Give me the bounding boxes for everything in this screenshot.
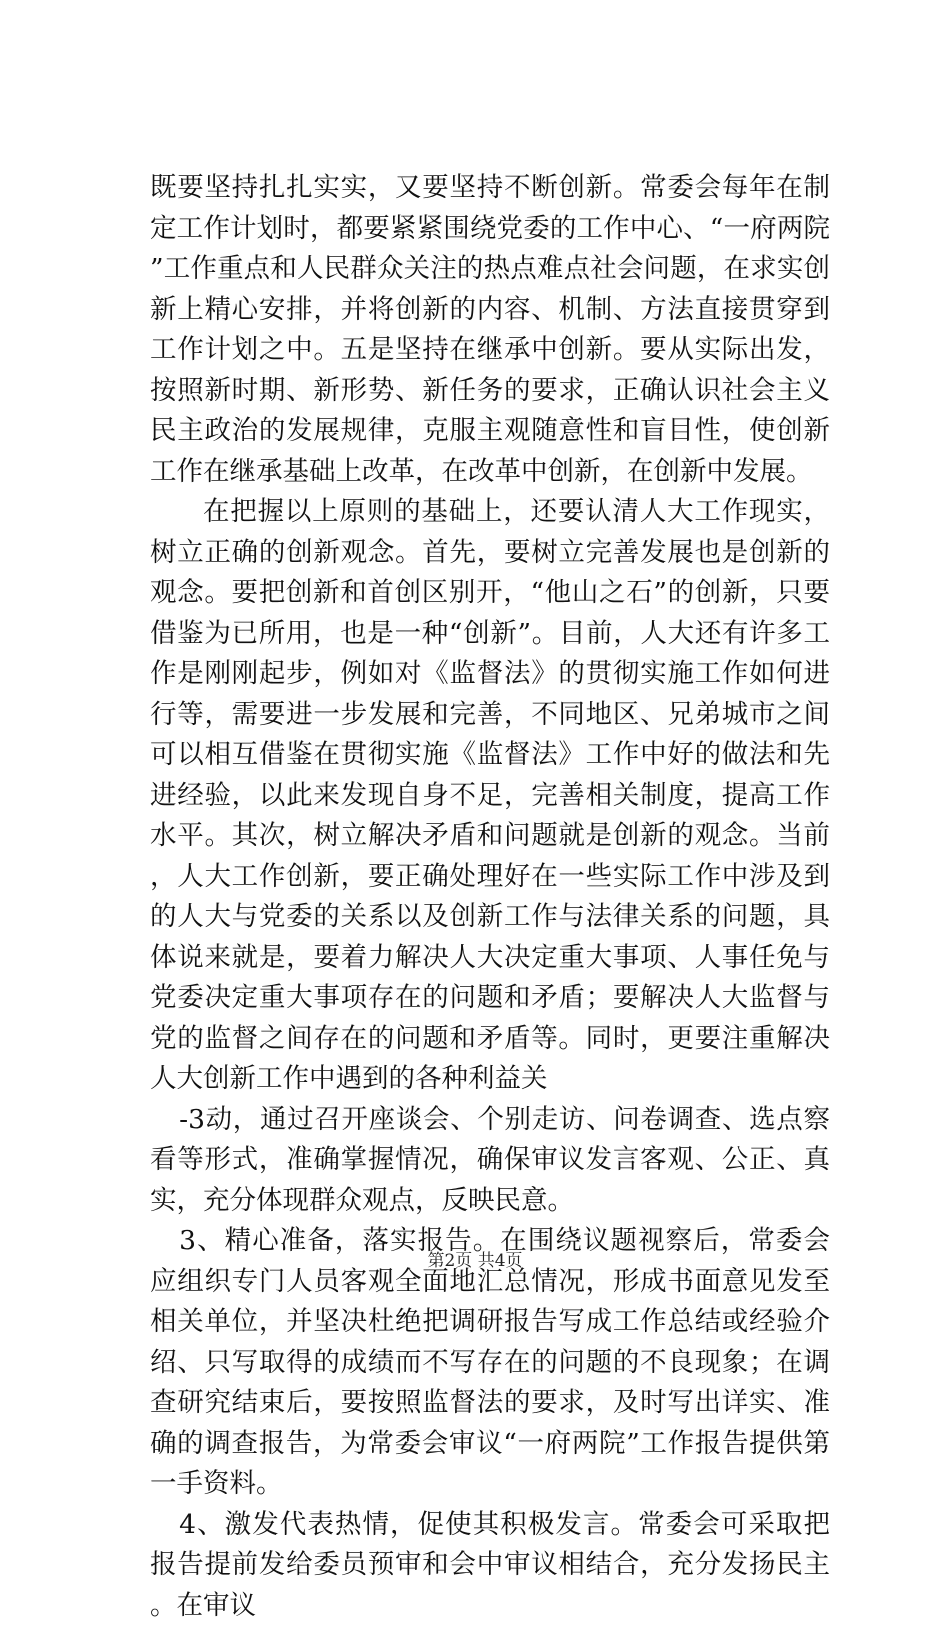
paragraph-3: -3动，通过召开座谈会、个别走访、问卷调查、选点察看等形式，准确掌握情况，确保审议发言客观、公正、真实，充分体现群众观点，反映民意。: [150, 1100, 830, 1222]
paragraph-1: 既要坚持扎扎实实，又要坚持不断创新。常委会每年在制定工作计划时，都要紧紧围绕党委的工作中心、“一府两院”工作重点和人民群众关注的热点难点社会问题，在求实创新上精心安排，并将创新的内容、机制、方法直接贯穿到工作计划之中。五是坚持在继承中创新。要从实际出发，按照新时期、新形势、新任务的要求，正确认识社会主义民主政治的发展规律，克服主观随意性和盲目性，使创新工作在继承基础上改革，在改革中创新，在创新中发展。: [150, 168, 830, 492]
paragraph-2: 在把握以上原则的基础上，还要认清人大工作现实，树立正确的创新观念。首先，要树立完善发展也是创新的观念。要把创新和首创区别开，“他山之石”的创新，只要借鉴为已所用，也是一种“创新”。目前，人大还有许多工作是刚刚起步，例如对《监督法》的贯彻实施工作如何进行等，需要进一步发展和完善，不同地区、兄弟城市之间可以相互借鉴在贯彻实施《监督法》工作中好的做法和先进经验，以此来发现自身不足，完善相关制度，提高工作水平。其次，树立解决矛盾和问题就是创新的观念。当前，人大工作创新，要正确处理好在一些实际工作中涉及到的人大与党委的关系以及创新工作与法律关系的问题，具体说来就是，要着力解决人大决定重大事项、人事任免与党委决定重大事项存在的问题和矛盾；要解决人大监督与党的监督之间存在的问题和矛盾等。同时，更要注重解决人大创新工作中遇到的各种利益关: [150, 492, 830, 1100]
paragraph-4: 3、精心准备，落实报告。在围绕议题视察后，常委会应组织专门人员客观全面地汇总情况，形成书面意见发至相关单位，并坚决杜绝把调研报告写成工作总结或经验介绍、只写取得的成绩而不写存在的问题的不良现象；在调查研究结束后，要按照监督法的要求，及时写出详实、准确的调查报告，为常委会审议“一府两院”工作报告提供第一手资料。: [150, 1221, 830, 1505]
document-body: [150, 168, 830, 1626]
page-number-footer: 第2页 共4页: [0, 1246, 950, 1271]
paragraph-5: 4、激发代表热情，促使其积极发言。常委会可采取把报告提前发给委员预审和会中审议相结合，充分发扬民主。在审议: [150, 1505, 830, 1626]
